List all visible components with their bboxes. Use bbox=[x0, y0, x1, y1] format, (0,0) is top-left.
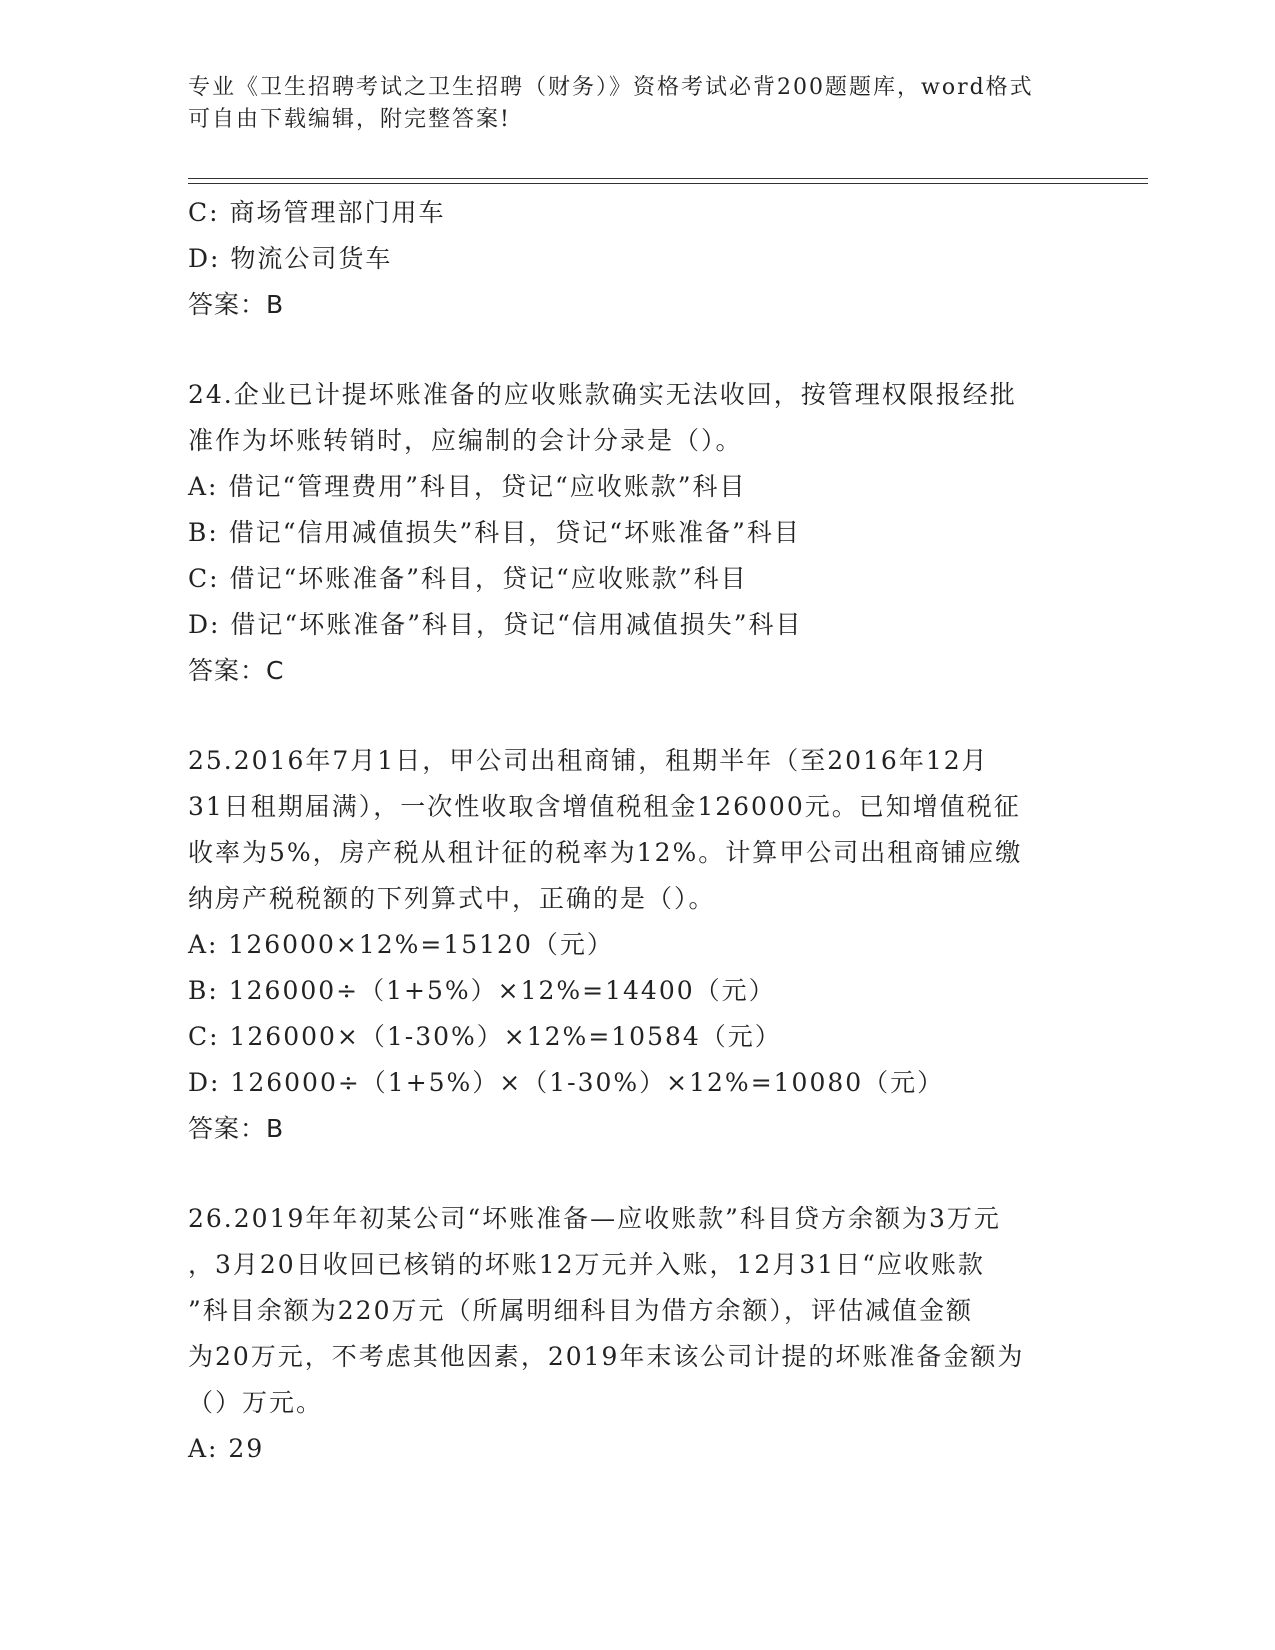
option-d: D: 物流公司货车 bbox=[188, 244, 393, 273]
option-b: B: 借记“信用减值损失”科目，贷记“坏账准备”科目 bbox=[188, 518, 801, 547]
option-c: C: 商场管理部门用车 bbox=[188, 198, 446, 227]
question-23-tail bbox=[188, 190, 1088, 328]
question-25 bbox=[188, 738, 1088, 1152]
spacer bbox=[188, 1152, 1088, 1196]
option-a: A: 126000×12%=15120（元） bbox=[188, 930, 614, 959]
question-text-line: 26.2019年年初某公司“坏账准备—应收账款”科目贷方余额为3万元 bbox=[188, 1204, 1001, 1233]
header-subtitle-line: 可自由下载编辑，附完整答案! bbox=[188, 107, 511, 132]
question-text-line: 为20万元，不考虑其他因素，2019年末该公司计提的坏账准备金额为 bbox=[188, 1342, 1025, 1371]
answer-line: 答案：C bbox=[188, 656, 285, 685]
question-text-line: 准作为坏账转销时，应编制的会计分录是（）。 bbox=[188, 426, 743, 455]
question-text-line: （）万元。 bbox=[188, 1388, 324, 1417]
question-24 bbox=[188, 372, 1088, 694]
question-text-line: 收率为5%，房产税从租计征的税率为12%。计算甲公司出租商铺应缴 bbox=[188, 838, 1023, 867]
question-content bbox=[188, 190, 1088, 1472]
page-header bbox=[188, 72, 1078, 136]
question-26 bbox=[188, 1196, 1088, 1472]
question-text-line: ”科目余额为220万元（所属明细科目为借方余额），评估减值金额 bbox=[188, 1296, 974, 1325]
option-c: C: 126000×（1-30%）×12%=10584（元） bbox=[188, 1022, 782, 1051]
header-divider-bottom bbox=[188, 183, 1148, 184]
answer-line: 答案：B bbox=[188, 290, 285, 319]
answer-line: 答案：B bbox=[188, 1114, 285, 1143]
spacer bbox=[188, 694, 1088, 738]
option-d: D: 126000÷（1+5%）×（1-30%）×12%=10080（元） bbox=[188, 1068, 945, 1097]
option-a: A: 借记“管理费用”科目，贷记“应收账款”科目 bbox=[188, 472, 747, 501]
option-b: B: 126000÷（1+5%）×12%=14400（元） bbox=[188, 976, 776, 1005]
question-text-line: ，3月20日收回已核销的坏账12万元并入账，12月31日“应收账款 bbox=[188, 1250, 985, 1279]
question-text-line: 25.2016年7月1日，甲公司出租商铺，租期半年（至2016年12月 bbox=[188, 746, 989, 775]
option-d: D: 借记“坏账准备”科目，贷记“信用减值损失”科目 bbox=[188, 610, 803, 639]
spacer bbox=[188, 328, 1088, 372]
header-divider-top bbox=[188, 178, 1148, 179]
question-text-line: 24.企业已计提坏账准备的应收账款确实无法收回，按管理权限报经批 bbox=[188, 380, 1017, 409]
header-title-line: 专业《卫生招聘考试之卫生招聘（财务）》资格考试必背200题题库，word格式 bbox=[188, 75, 1034, 100]
option-c: C: 借记“坏账准备”科目，贷记“应收账款”科目 bbox=[188, 564, 748, 593]
question-text-line: 31日租期届满），一次性收取含增值税租金126000元。已知增值税征 bbox=[188, 792, 1021, 821]
option-a: A: 29 bbox=[188, 1434, 265, 1463]
question-text-line: 纳房产税税额的下列算式中，正确的是（）。 bbox=[188, 884, 716, 913]
